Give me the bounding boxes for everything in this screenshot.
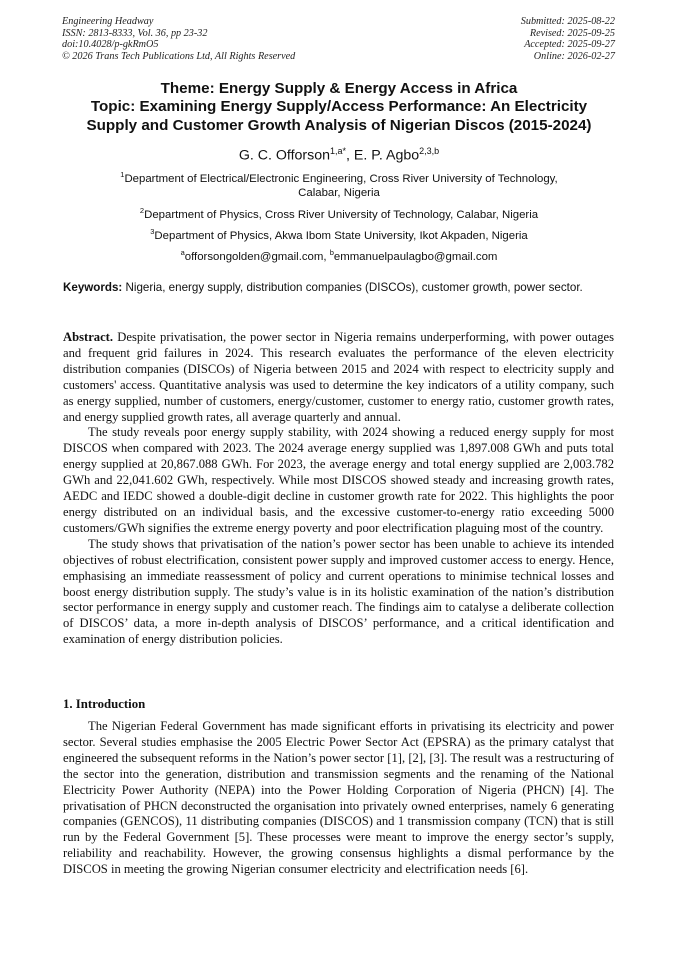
revised-date: Revised: 2025-09-25 [529,27,615,39]
affiliation-3 [60,225,618,243]
journal-header-right [521,16,615,62]
introduction-section [63,719,614,878]
email-b-marker: b [329,248,334,257]
abstract-section [63,330,614,648]
author-1-name: G. C. Offorson [238,147,331,164]
author-emails [60,246,618,264]
affiliation-3-text: Department of Physics, Akwa Ibom State University, Ikot Akpaden, Nigeria [154,229,528,242]
journal-header-left [62,16,295,62]
author-1-affil: 1,a* [330,146,347,156]
title-topic-line: Topic: Examining Energy Supply/Access Performance: An Electricity [90,98,588,116]
issn-line: ISSN: 2813-8333, Vol. 36, pp 23-32 [62,27,208,39]
journal-name: Engineering Headway [62,16,154,27]
author-list [40,142,638,165]
online-date: Online: 2026-02-27 [533,50,615,62]
affiliation-1-number: 1 [120,170,125,179]
keywords-label: Keywords: [63,281,123,294]
author-2-name: E. P. Agbo [353,147,420,164]
abstract-text-1: Despite privatisation, the power sector in Nigeria remains underperforming, with power outages and frequent grid failures in 2024. This research evaluates the performance of the eleven electricity distribution companies (DISCOs) of Nigeria between 2015 and 2024 with respect to electricity supply and customers' access. Quantitative analysis was used to determine the key indicators of a utility company, such as energy supplied, number of customers, energy/customer, customer to energy ratio, customer growth rates, and energy supplied growth rates, all average quarterly and annual. [63,330,614,424]
affiliation-2 [60,204,618,222]
copyright-line: © 2026 Trans Tech Publications Ltd, All Rights Reserved [62,50,296,62]
abstract-paragraph-2: The study reveals poor energy supply stability, with 2024 showing a reduced energy supply for most DISCOS when compared with 2023. The 2024 average energy supplied was 1,897.008 GWh and puts total energy supplied at 20,867.088 GWh. For 2023, the average energy and total energy supplied are 2,003.782 GWh and 22,041.602 GWh, respectively. While most DISCOS showed steady and increasing growth rates, AEDC and IEDC showed a double-digit decline in customer growth rate for 2022. This highlights the poor energy distributed on an individual basis, and the excessive customer-to-energy ratio exceeding 5000 customers/GWh signifies the extreme energy poverty and poor electrification plaguing most of the country. [63,425,614,535]
abstract-paragraph-1 [63,330,614,425]
affiliation-2-text: Department of Physics, Cross River University of Technology, Calabar, Nigeria [144,208,539,221]
submitted-date: Submitted: 2025-08-22 [520,16,615,27]
section-heading-introduction: 1. Introduction [63,697,146,711]
title-topic-line-2: Supply and Customer Growth Analysis of Nigerian Discos (2015-2024) [86,116,592,134]
affiliation-1-text: Department of Electrical/Electronic Engineering, Cross River University of Technology, [124,172,558,185]
affiliation-2-number: 2 [139,206,145,215]
accepted-date: Accepted: 2025-09-27 [524,39,615,51]
author-separator: , [346,147,354,164]
affiliation-1-city: Calabar, Nigeria [298,187,380,200]
keywords-text: Nigeria, energy supply, distribution companies (DISCOs), customer growth, power sector. [122,281,583,294]
email-a-marker: a [180,248,185,257]
title-theme-line: Theme: Energy Supply & Energy Access in Africa [160,80,518,97]
abstract-label: Abstract. [63,330,114,344]
abstract-paragraph-3: The study shows that privatisation of the nation’s power sector has been unable to achieve its intended objectives of robust electrification, consistent power supply and improved customer access to energy. Hence, emphasising an immediate reassessment of policy and current operations to minimise technical losses and boost energy distribution supply. The study’s value is in its holistic examination of the nation’s distribution sector performance in energy supply and customer reach. The findings aim to catalyse a deliberate collection of DISCOS’ data, a more in-depth analysis of DISCOS’ performance, and a critical identification and examination of energy distribution policies. [63,536,614,647]
doi-line: doi:10.4028/p-gkRmO5 [62,39,159,51]
affiliation-1 [60,168,618,201]
introduction-paragraph-1: The Nigerian Federal Government has made significant efforts in privatising its electricity and power sector. Several studies emphasise the 2005 Electric Power Sector Act (EPSRA) as the primary catalyst that engineered the subsequent reforms in the Nation’s power sector [1], [2], [3]. The result was a restructuring of the sector into the generation, distribution and transmission segments and the renaming of the National Electricity Power Authority (NEPA) into the Power Holding Corporation of Nigeria (PHCN) [4]. The privatisation of PHCN deconstructed the organisation into privately owned enterprises, namely 6 generating companies (GENCOS), 11 distributing companies (DISCOS) and 1 transmission company (TCN) that is still run by the Federal Government [5]. These processes were meant to improve the energy sector’s supply, reliability and reachability. However, the growing consensus highlights a dismal performance by the DISCOS in meeting the growing Nigerian consumer electricity and electrification needs [6]. [63,719,614,877]
keywords [63,281,614,295]
author-2-affil: 2,3,b [419,146,440,156]
email-b: emmanuelpaulagbo@gmail.com [333,250,498,263]
email-a: offorsongolden@gmail.com, [184,250,330,263]
affiliation-3-number: 3 [150,227,155,236]
paper-title [40,80,638,135]
